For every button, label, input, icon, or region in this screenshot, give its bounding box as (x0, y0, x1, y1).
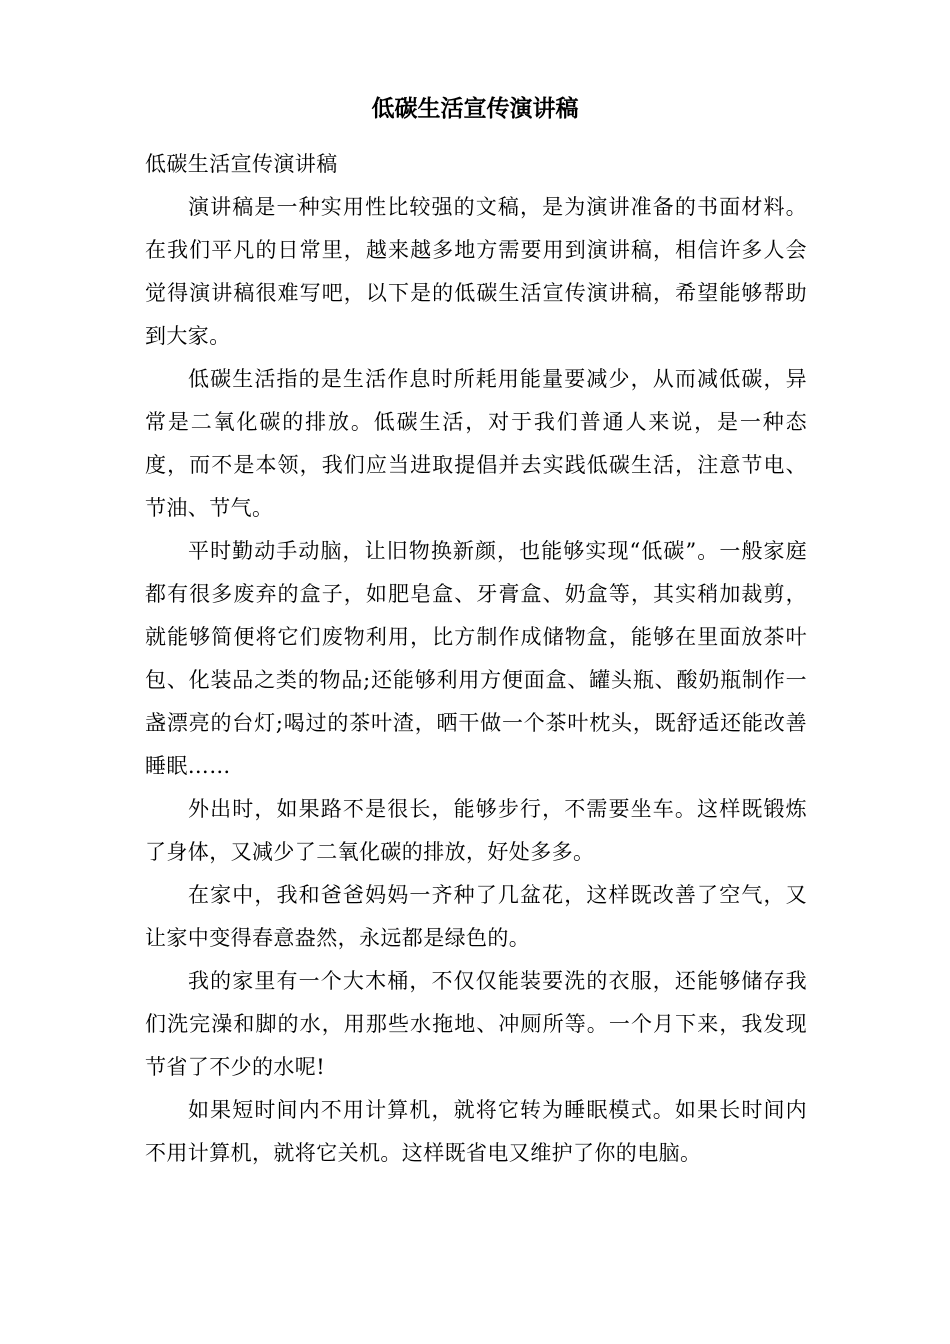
paragraph: 外出时，如果路不是很长，能够步行，不需要坐车。这样既锻炼了身体，又减少了二氧化碳的排放，好处多多。 (145, 797, 807, 864)
paragraph: 平时勤动手动脑，让旧物换新颜，也能够实现“低碳”。一般家庭都有很多废弃的盒子，如肥皂盒、牙膏盒、奶盒等，其实稍加裁剪，就能够简便将它们废物利用，比方制作成储物盒，能够在里面放茶叶包、化装品之类的物品;还能够利用方便面盒、罐头瓶、酸奶瓶制作一盏漂亮的台灯;喝过的茶叶渣，晒干做一个茶叶枕头，既舒适还能改善睡眠…… (145, 539, 807, 778)
paragraph: 演讲稿是一种实用性比较强的文稿，是为演讲准备的书面材料。在我们平凡的日常里，越来越多地方需要用到演讲稿，相信许多人会觉得演讲稿很难写吧，以下是的低碳生活宣传演讲稿，希望能够帮助到大家。 (145, 195, 807, 348)
paragraph: 低碳生活指的是生活作息时所耗用能量要减少，从而减低碳，异常是二氧化碳的排放。低碳生活，对于我们普通人来说，是一种态度，而不是本领，我们应当进取提倡并去实践低碳生活，注意节电、节油、节气。 (145, 367, 807, 520)
paragraph: 如果短时间内不用计算机，就将它转为睡眠模式。如果长时间内不用计算机，就将它关机。这样既省电又维护了你的电脑。 (145, 1098, 807, 1165)
document-subtitle: 低碳生活宣传演讲稿 (145, 152, 338, 176)
document-title: 低碳生活宣传演讲稿 (371, 95, 579, 122)
paragraph: 我的家里有一个大木桶，不仅仅能装要洗的衣服，还能够储存我们洗完澡和脚的水，用那些水拖地、冲厕所等。一个月下来，我发现节省了不少的水呢! (145, 969, 807, 1079)
paragraph: 在家中，我和爸爸妈妈一齐种了几盆花，这样既改善了空气，又让家中变得春意盎然，永远都是绿色的。 (145, 883, 807, 950)
document-body (145, 143, 807, 1175)
